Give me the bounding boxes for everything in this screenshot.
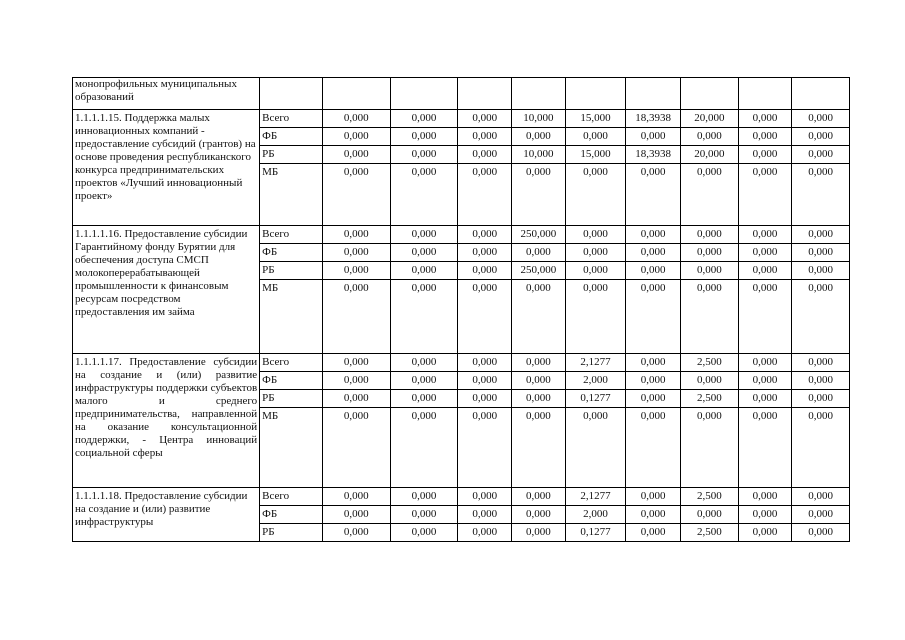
value-cell: 0,000: [458, 488, 512, 506]
value-cell: 0,000: [512, 506, 566, 524]
value-cell: 0,000: [390, 354, 458, 372]
value-cell: 0,000: [626, 128, 681, 146]
table-cell: [626, 78, 681, 110]
value-cell: 2,000: [565, 372, 626, 390]
value-cell: 0,000: [390, 506, 458, 524]
value-cell: 0,000: [738, 390, 792, 408]
table-cell: [565, 78, 626, 110]
funding-source: МБ: [260, 408, 323, 488]
value-cell: 0,000: [626, 244, 681, 262]
value-cell: 0,000: [458, 506, 512, 524]
table-cell: [512, 78, 566, 110]
value-cell: 0,000: [565, 244, 626, 262]
value-cell: 0,000: [565, 280, 626, 354]
value-cell: 0,000: [626, 262, 681, 280]
value-cell: 0,000: [680, 128, 738, 146]
value-cell: 0,000: [322, 372, 390, 390]
table-body: [73, 78, 850, 542]
value-cell: 250,000: [512, 262, 566, 280]
value-cell: 0,000: [458, 110, 512, 128]
value-cell: 0,000: [792, 524, 850, 542]
value-cell: 15,000: [565, 110, 626, 128]
value-cell: 0,000: [680, 262, 738, 280]
table-row: [73, 110, 850, 128]
value-cell: 0,000: [512, 390, 566, 408]
value-cell: 0,000: [738, 524, 792, 542]
value-cell: 0,000: [738, 408, 792, 488]
value-cell: 0,000: [738, 262, 792, 280]
value-cell: 0,1277: [565, 390, 626, 408]
value-cell: 0,000: [565, 164, 626, 226]
value-cell: 0,000: [512, 244, 566, 262]
table-row: [73, 78, 850, 110]
value-cell: 0,000: [565, 408, 626, 488]
value-cell: 0,000: [626, 524, 681, 542]
value-cell: 0,000: [792, 280, 850, 354]
value-cell: 0,000: [680, 408, 738, 488]
value-cell: 0,000: [458, 262, 512, 280]
value-cell: 10,000: [512, 146, 566, 164]
value-cell: 0,000: [322, 506, 390, 524]
value-cell: 0,000: [738, 354, 792, 372]
value-cell: 0,000: [322, 110, 390, 128]
value-cell: 10,000: [512, 110, 566, 128]
value-cell: 0,000: [792, 354, 850, 372]
value-cell: 0,000: [512, 280, 566, 354]
item-description: 1.1.1.1.18. Предоставление субсидии на создание и (или) развитие инфраструктуры: [73, 488, 260, 542]
value-cell: 0,000: [738, 128, 792, 146]
value-cell: 0,000: [626, 506, 681, 524]
value-cell: 0,000: [322, 262, 390, 280]
value-cell: 0,000: [626, 164, 681, 226]
funding-source: Всего: [260, 226, 323, 244]
value-cell: 0,000: [458, 408, 512, 488]
value-cell: 0,000: [792, 110, 850, 128]
value-cell: 0,000: [792, 146, 850, 164]
value-cell: 0,000: [322, 244, 390, 262]
funding-source: ФБ: [260, 506, 323, 524]
value-cell: 20,000: [680, 146, 738, 164]
value-cell: 18,3938: [626, 110, 681, 128]
value-cell: 2,500: [680, 524, 738, 542]
item-description: 1.1.1.1.16. Предоставление субсидии Гарантийному фонду Бурятии для обеспечения доступа СМСП молокоперерабатывающей промышленности к финансовым ресурсам посредством предоставления им займа: [73, 226, 260, 354]
value-cell: 0,000: [626, 226, 681, 244]
value-cell: 2,1277: [565, 354, 626, 372]
value-cell: 0,000: [738, 506, 792, 524]
value-cell: 0,000: [792, 128, 850, 146]
value-cell: 0,000: [390, 244, 458, 262]
value-cell: 0,000: [390, 262, 458, 280]
value-cell: 0,000: [565, 128, 626, 146]
value-cell: 0,000: [565, 226, 626, 244]
value-cell: 0,000: [390, 226, 458, 244]
value-cell: 0,000: [792, 262, 850, 280]
funding-source: Всего: [260, 488, 323, 506]
value-cell: 0,000: [512, 372, 566, 390]
budget-table: [72, 77, 850, 542]
table-cell: [260, 78, 323, 110]
value-cell: 0,000: [512, 354, 566, 372]
value-cell: 0,000: [512, 128, 566, 146]
value-cell: 0,000: [390, 280, 458, 354]
table-cell: [458, 78, 512, 110]
value-cell: 0,000: [458, 524, 512, 542]
funding-source: Всего: [260, 354, 323, 372]
value-cell: 0,000: [680, 244, 738, 262]
value-cell: 0,000: [680, 372, 738, 390]
value-cell: 0,000: [322, 164, 390, 226]
value-cell: 0,000: [512, 164, 566, 226]
value-cell: 0,000: [565, 262, 626, 280]
value-cell: 0,000: [322, 524, 390, 542]
funding-source: Всего: [260, 110, 323, 128]
value-cell: 0,000: [738, 280, 792, 354]
value-cell: 0,000: [738, 110, 792, 128]
value-cell: 0,000: [322, 488, 390, 506]
value-cell: 0,000: [390, 390, 458, 408]
value-cell: 0,000: [626, 408, 681, 488]
value-cell: 0,000: [626, 354, 681, 372]
value-cell: 0,000: [458, 164, 512, 226]
value-cell: 0,000: [390, 372, 458, 390]
value-cell: 0,000: [626, 372, 681, 390]
value-cell: 0,000: [792, 226, 850, 244]
value-cell: 0,000: [390, 146, 458, 164]
table-cell: [738, 78, 792, 110]
value-cell: 0,000: [738, 226, 792, 244]
value-cell: 0,000: [738, 488, 792, 506]
table-row: [73, 488, 850, 506]
value-cell: 2,1277: [565, 488, 626, 506]
value-cell: 0,000: [458, 226, 512, 244]
value-cell: 0,000: [680, 164, 738, 226]
value-cell: 0,000: [626, 280, 681, 354]
value-cell: 0,000: [512, 408, 566, 488]
value-cell: 0,000: [792, 390, 850, 408]
funding-source: ФБ: [260, 372, 323, 390]
table-cell: [390, 78, 458, 110]
value-cell: 2,000: [565, 506, 626, 524]
value-cell: 0,000: [390, 524, 458, 542]
value-cell: 0,000: [626, 488, 681, 506]
value-cell: 0,000: [738, 164, 792, 226]
funding-source: ФБ: [260, 244, 323, 262]
value-cell: 0,000: [390, 488, 458, 506]
funding-source: РБ: [260, 262, 323, 280]
value-cell: 0,000: [322, 408, 390, 488]
value-cell: 2,500: [680, 354, 738, 372]
funding-source: ФБ: [260, 128, 323, 146]
table-cell: [792, 78, 850, 110]
value-cell: 0,000: [322, 390, 390, 408]
value-cell: 0,000: [680, 280, 738, 354]
value-cell: 0,000: [322, 354, 390, 372]
value-cell: 0,000: [512, 488, 566, 506]
value-cell: 20,000: [680, 110, 738, 128]
value-cell: 0,1277: [565, 524, 626, 542]
value-cell: 0,000: [322, 146, 390, 164]
value-cell: 0,000: [738, 146, 792, 164]
funding-source: МБ: [260, 164, 323, 226]
value-cell: 0,000: [458, 354, 512, 372]
value-cell: 0,000: [458, 280, 512, 354]
value-cell: 0,000: [458, 390, 512, 408]
value-cell: 2,500: [680, 488, 738, 506]
value-cell: 0,000: [680, 226, 738, 244]
table-cell: [322, 78, 390, 110]
funding-source: РБ: [260, 146, 323, 164]
continuation-description: монопрофильных муниципальных образований: [73, 78, 260, 110]
value-cell: 0,000: [626, 390, 681, 408]
value-cell: 15,000: [565, 146, 626, 164]
value-cell: 0,000: [792, 506, 850, 524]
funding-source: РБ: [260, 524, 323, 542]
value-cell: 0,000: [322, 226, 390, 244]
value-cell: 0,000: [458, 128, 512, 146]
value-cell: 0,000: [458, 244, 512, 262]
item-description: 1.1.1.1.17. Предоставление субсидии на создание и (или) развитие инфраструктуры поддержки субъектов малого и среднего предпринимательства, направленной на оказание консультационной поддержки, - Центра инноваций социальной сферы: [73, 354, 260, 488]
value-cell: 0,000: [390, 408, 458, 488]
value-cell: 0,000: [390, 164, 458, 226]
value-cell: 0,000: [512, 524, 566, 542]
value-cell: 0,000: [792, 164, 850, 226]
value-cell: 0,000: [792, 244, 850, 262]
funding-source: МБ: [260, 280, 323, 354]
table-row: [73, 226, 850, 244]
value-cell: 2,500: [680, 390, 738, 408]
table-cell: [680, 78, 738, 110]
value-cell: 0,000: [738, 244, 792, 262]
value-cell: 0,000: [322, 128, 390, 146]
value-cell: 0,000: [458, 146, 512, 164]
value-cell: 0,000: [458, 372, 512, 390]
value-cell: 0,000: [738, 372, 792, 390]
value-cell: 0,000: [322, 280, 390, 354]
value-cell: 250,000: [512, 226, 566, 244]
value-cell: 0,000: [390, 110, 458, 128]
value-cell: 0,000: [390, 128, 458, 146]
table-row: [73, 354, 850, 372]
value-cell: 0,000: [792, 408, 850, 488]
value-cell: 0,000: [680, 506, 738, 524]
funding-source: РБ: [260, 390, 323, 408]
value-cell: 18,3938: [626, 146, 681, 164]
value-cell: 0,000: [792, 488, 850, 506]
value-cell: 0,000: [792, 372, 850, 390]
item-description: 1.1.1.1.15. Поддержка малых инновационных компаний - предоставление субсидий (грантов) на основе проведения республиканского конкурса предпринимательских проектов «Лучший инновационный проект»: [73, 110, 260, 226]
